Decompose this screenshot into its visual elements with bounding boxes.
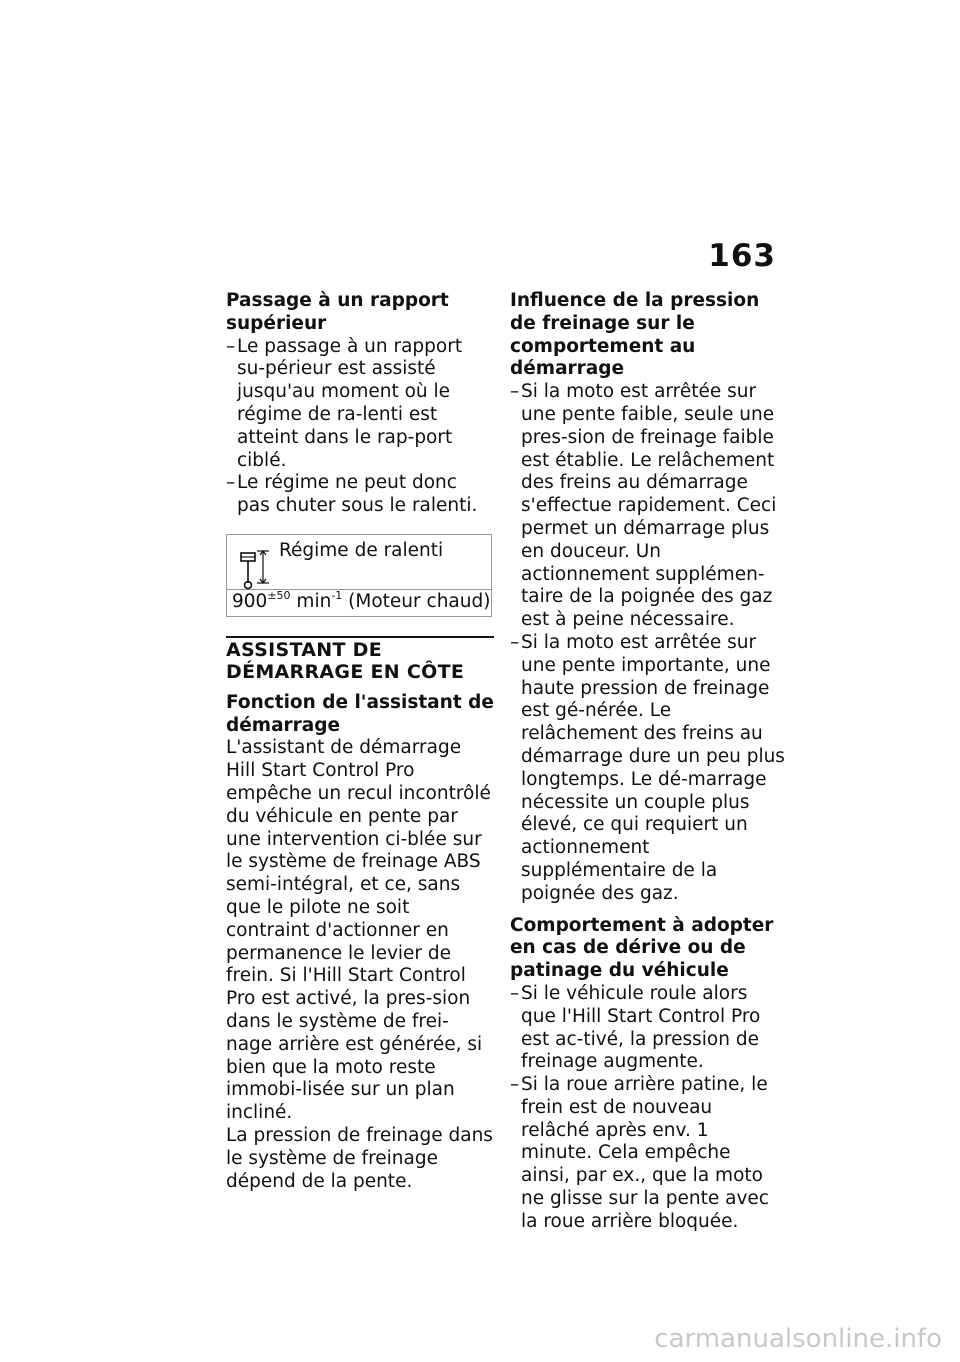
engine-idle-speed-icon bbox=[237, 543, 273, 593]
page-number: 163 bbox=[708, 238, 776, 274]
list-item: – Si la roue arrière patine, le frein est de nouveau relâché après env. 1 minute. Cela empêche ainsi, par ex., que la moto ne glisse sur la pente avec la roue arrière bloquée. bbox=[510, 1074, 785, 1234]
subsection-title-pressure-influence: Influence de la pression de freinage sur le comportement au démarrage bbox=[510, 290, 760, 380]
left-column bbox=[226, 290, 494, 1193]
list-item: – Le passage à un rapport su-périeur est assisté jusqu'au moment où le régime de ra-lenti est atteint dans le rap-port ciblé. bbox=[226, 336, 494, 473]
list-item: – Si le véhicule roule alors que l'Hill Start Control Pro est ac-tivé, la pression de freinage augmente. bbox=[510, 983, 785, 1074]
idle-rpm: 900 bbox=[232, 590, 268, 612]
subsection-title-function: Fonction de l'assistant de démarrage bbox=[226, 691, 494, 736]
spec-title: Régime de ralenti bbox=[279, 539, 444, 561]
list-item: – Le régime ne peut donc pas chuter sous le ralenti. bbox=[226, 472, 494, 518]
unit-exponent: -1 bbox=[331, 588, 343, 602]
pressure-influence-list bbox=[510, 381, 785, 905]
watermark: carmanualsonline.info bbox=[654, 1324, 942, 1354]
spec-value bbox=[227, 590, 491, 616]
section-title-hill-start: ASSISTANT DE DÉMARRAGE EN CÔTE bbox=[226, 636, 494, 683]
list-item: – Si la moto est arrêtée sur une pente importante, une haute pression de freinage est gé-nérée. Le relâchement des freins au démarrage dure un peu plus longtemps. Le dé-marrage nécessite un couple plus élevé, ce qui requiert un actionnement supplémentaire de la poignée des gaz. bbox=[510, 632, 785, 906]
right-column bbox=[510, 290, 785, 1234]
spec-condition: (Moteur chaud) bbox=[348, 590, 491, 612]
subsection-title-upshift: Passage à un rapport supérieur bbox=[226, 290, 449, 334]
list-item: – Si la moto est arrêtée sur une pente faible, seule une pres-sion de freinage faible est établie. Le relâchement des freins au démarrage s'effectue rapidement. Ceci permet un démarrage plus en douceur. Un actionnement supplémen-taire de la poignée des gaz est à peine nécessaire. bbox=[510, 381, 785, 632]
subsection-title-drift-behaviour: Comportement à adopter en cas de dérive ou de patinage du véhicule bbox=[510, 914, 774, 982]
paragraph-description: L'assistant de démarrage Hill Start Control Pro empêche un recul incontrôlé du véhicule en pente par une intervention ci-blée sur le système de freinage ABS semi-intégral, et ce, sans que le pilote ne soit contraint d'actionner en permanence le levier de frein. Si l'Hill Start Control Pro est activé, la pres-sion dans le système de frei-nage arrière est générée, si bien que la moto reste immobi-lisée sur un plan incliné. bbox=[226, 737, 491, 1124]
idle-rpm-tolerance: ±50 bbox=[267, 588, 291, 602]
upshift-list bbox=[226, 336, 494, 518]
idle-speed-spec-box bbox=[226, 534, 492, 617]
drift-behaviour-list bbox=[510, 983, 785, 1234]
paragraph-pressure: La pression de freinage dans le système de freinage dépend de la pente. bbox=[226, 1124, 493, 1192]
unit bbox=[296, 588, 343, 612]
unit-base: min bbox=[296, 590, 332, 612]
spec-header bbox=[227, 535, 491, 590]
